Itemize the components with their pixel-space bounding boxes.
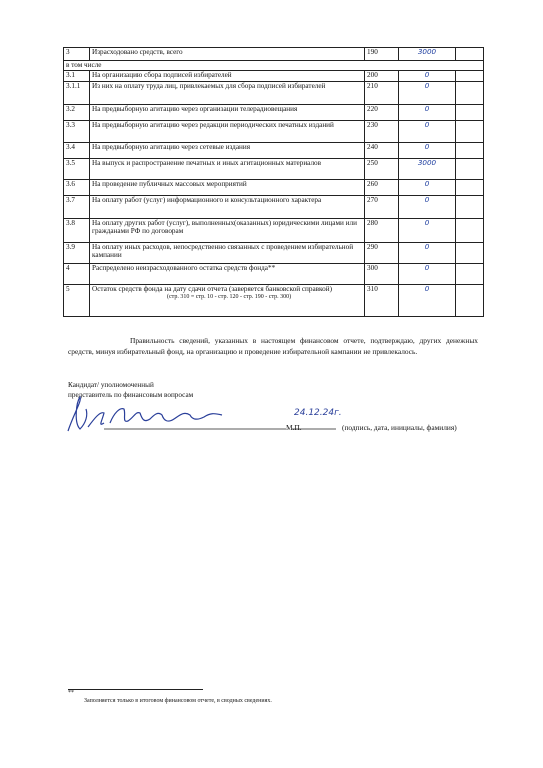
row-name: На предвыборную агитацию через сетевые издания xyxy=(90,143,365,159)
row-name: На выпуск и распространение печатных и иных агитационных материалов xyxy=(90,159,365,180)
row-name-cell xyxy=(90,285,365,317)
row-note xyxy=(456,159,484,180)
row-number: 3 xyxy=(64,48,90,61)
row-note xyxy=(456,180,484,196)
row-code: 230 xyxy=(365,121,399,143)
row-number: 5 xyxy=(64,285,90,317)
row-number: 3.1.1 xyxy=(64,82,90,105)
row-note xyxy=(456,121,484,143)
handwritten-signature-icon xyxy=(64,393,484,439)
table-row xyxy=(64,180,484,196)
row-sum: 0 xyxy=(399,196,456,219)
row-note xyxy=(456,105,484,121)
finance-table xyxy=(63,47,484,317)
footnote-divider xyxy=(68,689,203,690)
row-note xyxy=(456,196,484,219)
row-number: 3.4 xyxy=(64,143,90,159)
row-number: 4 xyxy=(64,264,90,285)
handwritten-date: 24.12.24г. xyxy=(294,408,342,418)
row-name: На проведение публичных массовых мероприятий xyxy=(90,180,365,196)
row-sum: 0 xyxy=(399,121,456,143)
declaration-text: Правильность сведений, указанных в настоящем финансовом отчете, подтверждаю, других денежных средств, минуя избирательный фонд, на организацию и проведение избирательной кампании не привлекалось. xyxy=(68,336,478,356)
row-code: 240 xyxy=(365,143,399,159)
table-row xyxy=(64,159,484,180)
row-code: 300 xyxy=(365,264,399,285)
row-code: 190 xyxy=(365,48,399,61)
candidate-label-line2: представитель по финансовым вопросам xyxy=(68,391,194,399)
row-code: 290 xyxy=(365,243,399,264)
row-number: 3.8 xyxy=(64,219,90,243)
table-row xyxy=(64,121,484,143)
row-sum: 0 xyxy=(399,285,456,317)
row-name: На предвыборную агитацию через организации телерадиовещания xyxy=(90,105,365,121)
row-number: 3.5 xyxy=(64,159,90,180)
row-note xyxy=(456,82,484,105)
row-code: 250 xyxy=(365,159,399,180)
row-formula: (стр. 310 = стр. 10 - стр. 120 - стр. 190 - стр. 300) xyxy=(167,294,292,300)
row-number: 3.3 xyxy=(64,121,90,143)
row-note xyxy=(456,48,484,61)
row-code: 260 xyxy=(365,180,399,196)
row-code: 200 xyxy=(365,71,399,82)
footnote-mark: ** xyxy=(68,690,74,696)
table-row xyxy=(64,105,484,121)
table-row xyxy=(64,264,484,285)
row-name: На предвыборную агитацию через редакции периодических печатных изданий xyxy=(90,121,365,143)
row-name: На оплату иных расходов, непосредственно связанных с проведением избирательной кампании xyxy=(90,243,365,264)
subheading-row: в том числе xyxy=(64,61,484,71)
signature-caption: (подпись, дата, инициалы, фамилия) xyxy=(342,423,457,432)
row-name: Израсходовано средств, всего xyxy=(90,48,365,61)
row-note xyxy=(456,71,484,82)
row-code: 270 xyxy=(365,196,399,219)
row-sum: 0 xyxy=(399,143,456,159)
table-row xyxy=(64,285,484,317)
table-row xyxy=(64,71,484,82)
row-code: 220 xyxy=(365,105,399,121)
row-note xyxy=(456,243,484,264)
row-number: 3.7 xyxy=(64,196,90,219)
row-number: 3.9 xyxy=(64,243,90,264)
footnote-text: Заполняется только в итоговом финансовом отчете, в сводных сведениях. xyxy=(84,698,272,704)
row-code: 310 xyxy=(365,285,399,317)
table-row xyxy=(64,143,484,159)
row-name: Остаток средств фонда на дату сдачи отчета (заверяется банковской справкой) xyxy=(92,285,333,293)
row-code: 210 xyxy=(365,82,399,105)
row-sum: 0 xyxy=(399,82,456,105)
row-note xyxy=(456,264,484,285)
row-sum: 0 xyxy=(399,105,456,121)
row-note xyxy=(456,219,484,243)
row-code: 280 xyxy=(365,219,399,243)
row-name: Распределено неизрасходованного остатка средств фонда** xyxy=(90,264,365,285)
row-number: 3.2 xyxy=(64,105,90,121)
row-sum: 3000 xyxy=(399,48,456,61)
row-name: На оплату работ (услуг) информационного и консультационного характера xyxy=(90,196,365,219)
row-name: На оплату других работ (услуг), выполненных(оказанных) юридическими лицами или гражданами РФ по договорам xyxy=(90,219,365,243)
row-name: На организацию сбора подписей избирателей xyxy=(90,71,365,82)
row-number: 3.1 xyxy=(64,71,90,82)
table-row xyxy=(64,219,484,243)
row-sum: 3000 xyxy=(399,159,456,180)
stamp-place-label: М.П. xyxy=(286,423,302,432)
row-name: Из них на оплату труда лиц, привлекаемых для сбора подписей избирателей xyxy=(90,82,365,105)
row-note xyxy=(456,285,484,317)
row-sum: 0 xyxy=(399,219,456,243)
table-row xyxy=(64,243,484,264)
candidate-label-line1: Кандидат/ уполномоченный xyxy=(68,381,154,389)
row-number: 3.6 xyxy=(64,180,90,196)
row-sum: 0 xyxy=(399,243,456,264)
row-sum: 0 xyxy=(399,180,456,196)
row-note xyxy=(456,143,484,159)
row-sum: 0 xyxy=(399,264,456,285)
table-row xyxy=(64,48,484,61)
table-row xyxy=(64,61,484,71)
signature-area xyxy=(64,393,484,439)
row-sum: 0 xyxy=(399,71,456,82)
table-row xyxy=(64,196,484,219)
table-row xyxy=(64,82,484,105)
